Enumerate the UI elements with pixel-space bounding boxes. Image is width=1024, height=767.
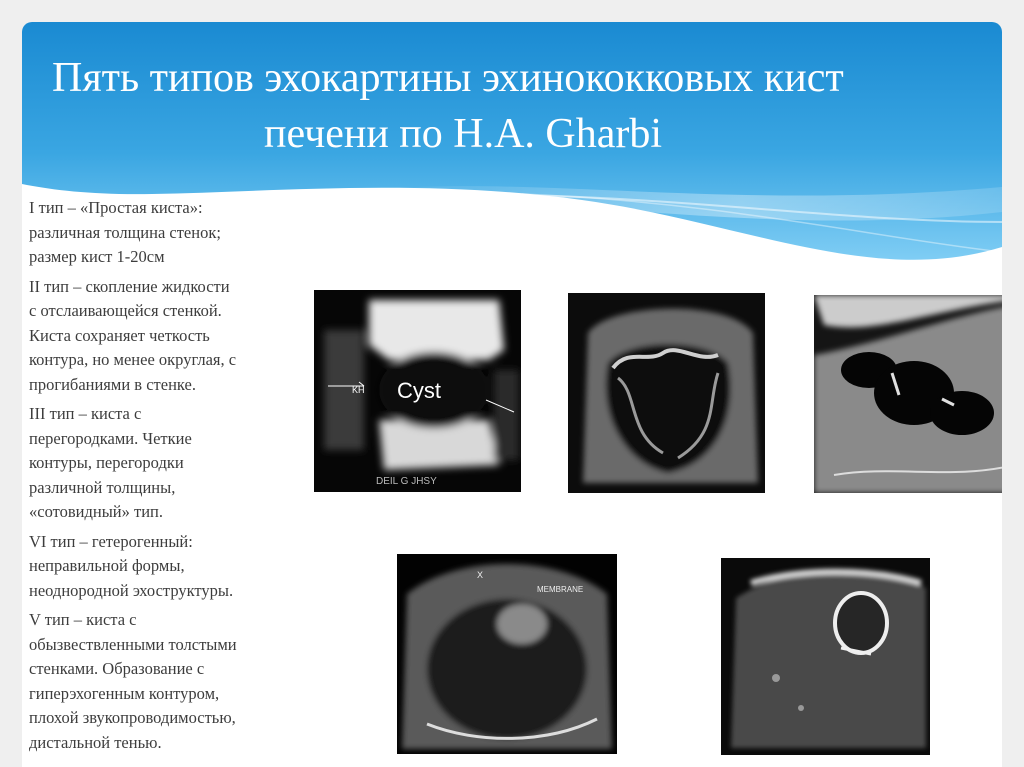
ultrasound-image-type-4 [397, 554, 617, 754]
slide [22, 22, 1002, 767]
cyst-label: Cyst [397, 378, 441, 403]
image-caption: DEIL G JHSY [376, 476, 437, 487]
kh-marker: KH [352, 385, 365, 395]
x-marker: X [477, 570, 484, 580]
ultrasound-image-type-5 [721, 558, 930, 755]
type-4-paragraph: VI тип – гетерогенный: неправильной формы, неоднородной эхоструктуры. [29, 531, 234, 600]
types-description [29, 196, 294, 760]
type-5-paragraph: V тип – киста с обызвествленными толстыми стенками. Образование с гиперэхогенным контуром, плохой звукопроводимостью, дистальной тенью. [29, 610, 237, 752]
type-2-paragraph: II тип – скопление жидкости с отслаивающейся стенкой. Киста сохраняет четкость контура, но менее округлая, с прогибаниями в стенке. [29, 276, 237, 394]
type-3-paragraph: III тип – киста с перегородками. Четкие контуры, перегородки различной толщины, «сотовидный» тип. [29, 404, 192, 521]
ultrasound-image-type-1 [314, 290, 521, 492]
ultrasound-image-type-3 [814, 295, 1002, 493]
ultrasound-image-type-2 [568, 293, 765, 493]
title-line-2: печени по H.A. Gharbi [264, 111, 663, 157]
title-line-1: Пять типов эхокартины эхинококковых кист [52, 55, 844, 101]
slide-title [22, 50, 1002, 162]
type-1-paragraph: I тип – «Простая киста»: различная толщина стенок; размер кист 1-20см [29, 198, 221, 266]
membrane-label: MEMBRANE [537, 585, 584, 594]
